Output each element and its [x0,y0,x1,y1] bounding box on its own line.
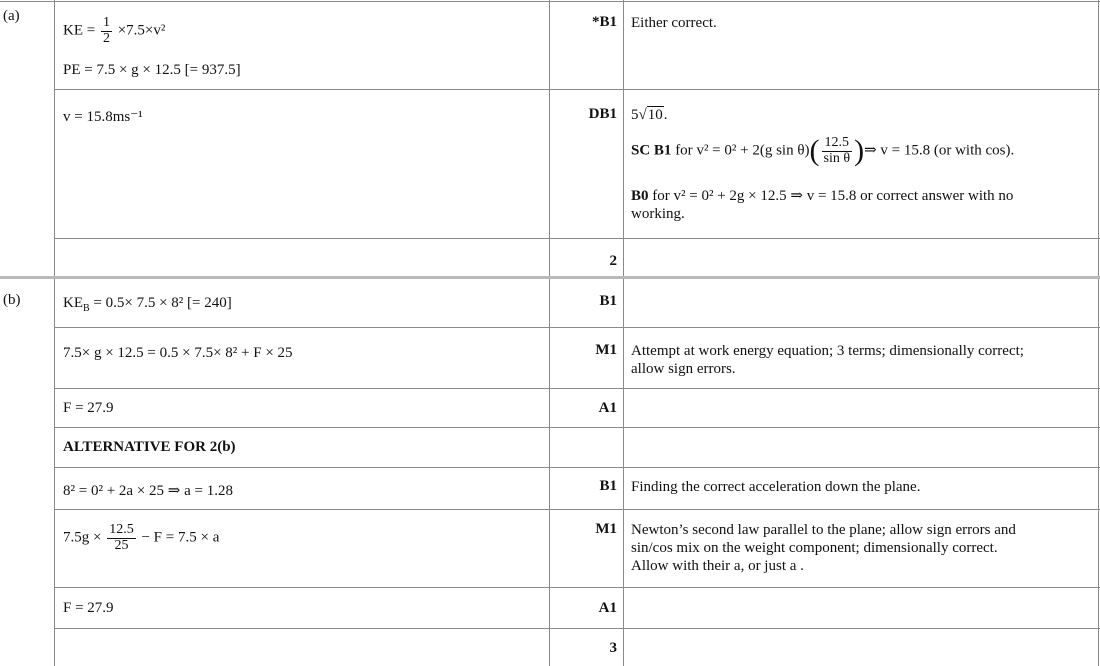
row-divider [54,327,1100,328]
pe-equation: PE = 7.5 × g × 12.5 [= 937.5] [63,62,241,78]
sc-mark-label: SC B1 [631,142,672,159]
close-paren: ) [854,134,865,168]
row-divider [54,427,1100,428]
row-divider [54,89,1100,90]
ke-b-subscript: B [83,303,90,314]
b0-text-2: working. [631,206,685,222]
newton-pre: 7.5g × [63,529,102,546]
guidance-b2-line1: Attempt at work energy equation; 3 terms; dimensionally correct; [631,343,1024,359]
acceleration-equation: 8² = 0² + 2a × 25 ⇒ a = 1.28 [63,483,233,499]
force-answer-alt: F = 27.9 [63,600,114,616]
half-numerator: 1 [102,15,110,30]
guidance-b2 [631,342,1093,378]
mark-b2: M1 [595,342,617,358]
total-b: 3 [609,640,617,656]
sc-numerator: 12.5 [822,136,853,152]
mark-a1: *B1 [591,14,617,30]
sqrt-sign: √ [638,107,647,123]
sc-tail: ⇒ v = 15.8 (or with cos). [864,142,1015,159]
newton-post: − F = 7.5 × a [141,529,220,546]
ke-b-rest: = 0.5× 7.5 × 8² [= 240] [89,295,232,311]
ke-b-equation [63,295,232,314]
row-divider [54,467,1100,468]
row-divider [54,238,1100,239]
root-tail: . [663,107,668,123]
ke-suffix: ×7.5×v² [117,22,166,39]
sc-denominator: sin θ [823,150,851,166]
ke-equation [63,16,165,46]
work-energy-equation: 7.5× g × 12.5 = 0.5 × 7.5× 8² + F × 25 [63,345,293,361]
sc-equation: v² = 0² + 2(g sin θ) [696,142,810,159]
alternative-heading: ALTERNATIVE FOR 2(b) [63,439,236,455]
guidance-a2-root [631,106,1093,124]
mark-b5: M1 [595,521,617,537]
force-answer: F = 27.9 [63,400,114,416]
root-radicand: 10 [647,107,663,123]
row-divider [54,587,1100,588]
velocity-answer: v = 15.8ms⁻¹ [63,109,143,125]
guidance-b5-line3: Allow with their a, or just a . [631,558,804,574]
guidance-b5 [631,521,1093,575]
row-divider [0,1,1100,2]
half-fraction [101,16,112,46]
row-divider [54,509,1100,510]
guidance-a1: Either correct. [631,15,717,31]
mark-b1: B1 [599,293,617,309]
newton-numerator: 12.5 [109,522,134,537]
guidance-b2-line2: allow sign errors. [631,361,736,377]
column-divider [623,0,624,666]
mark-a2: DB1 [588,106,617,122]
b0-text: for v² = 0² + 2g × 12.5 ⇒ v = 15.8 or correct answer with no [652,188,1014,204]
row-divider [54,628,1100,629]
section-divider [0,276,1100,279]
newton-denominator: 25 [114,537,129,553]
sc-for: for [675,142,693,159]
guidance-a2-special-case [631,136,1093,166]
newton-equation [63,523,219,553]
guidance-b5-line2: sin/cos mix on the weight component; dimensionally correct. [631,540,998,556]
row-divider [54,388,1100,389]
sc-fraction [822,136,853,166]
mark-b4: B1 [599,478,617,494]
guidance-a2-b0 [631,187,1093,223]
part-label-a: (a) [3,8,20,24]
newton-fraction [107,523,136,553]
root-coefficient: 5 [631,107,639,123]
mark-b3: A1 [598,400,617,416]
half-denominator: 2 [102,30,110,46]
guidance-b4: Finding the correct acceleration down the plane. [631,479,921,495]
part-label-b: (b) [3,292,21,308]
column-divider [1098,0,1099,666]
open-paren: ( [809,134,820,168]
ke-b-symbol: KE [63,295,83,311]
column-divider [54,0,55,666]
total-a: 2 [609,253,617,269]
column-divider [549,0,550,666]
b0-mark-label: B0 [631,188,649,204]
guidance-b5-line1: Newton’s second law parallel to the plane; allow sign errors and [631,522,1016,538]
ke-prefix: KE = [63,22,96,39]
mark-b6: A1 [598,600,617,616]
